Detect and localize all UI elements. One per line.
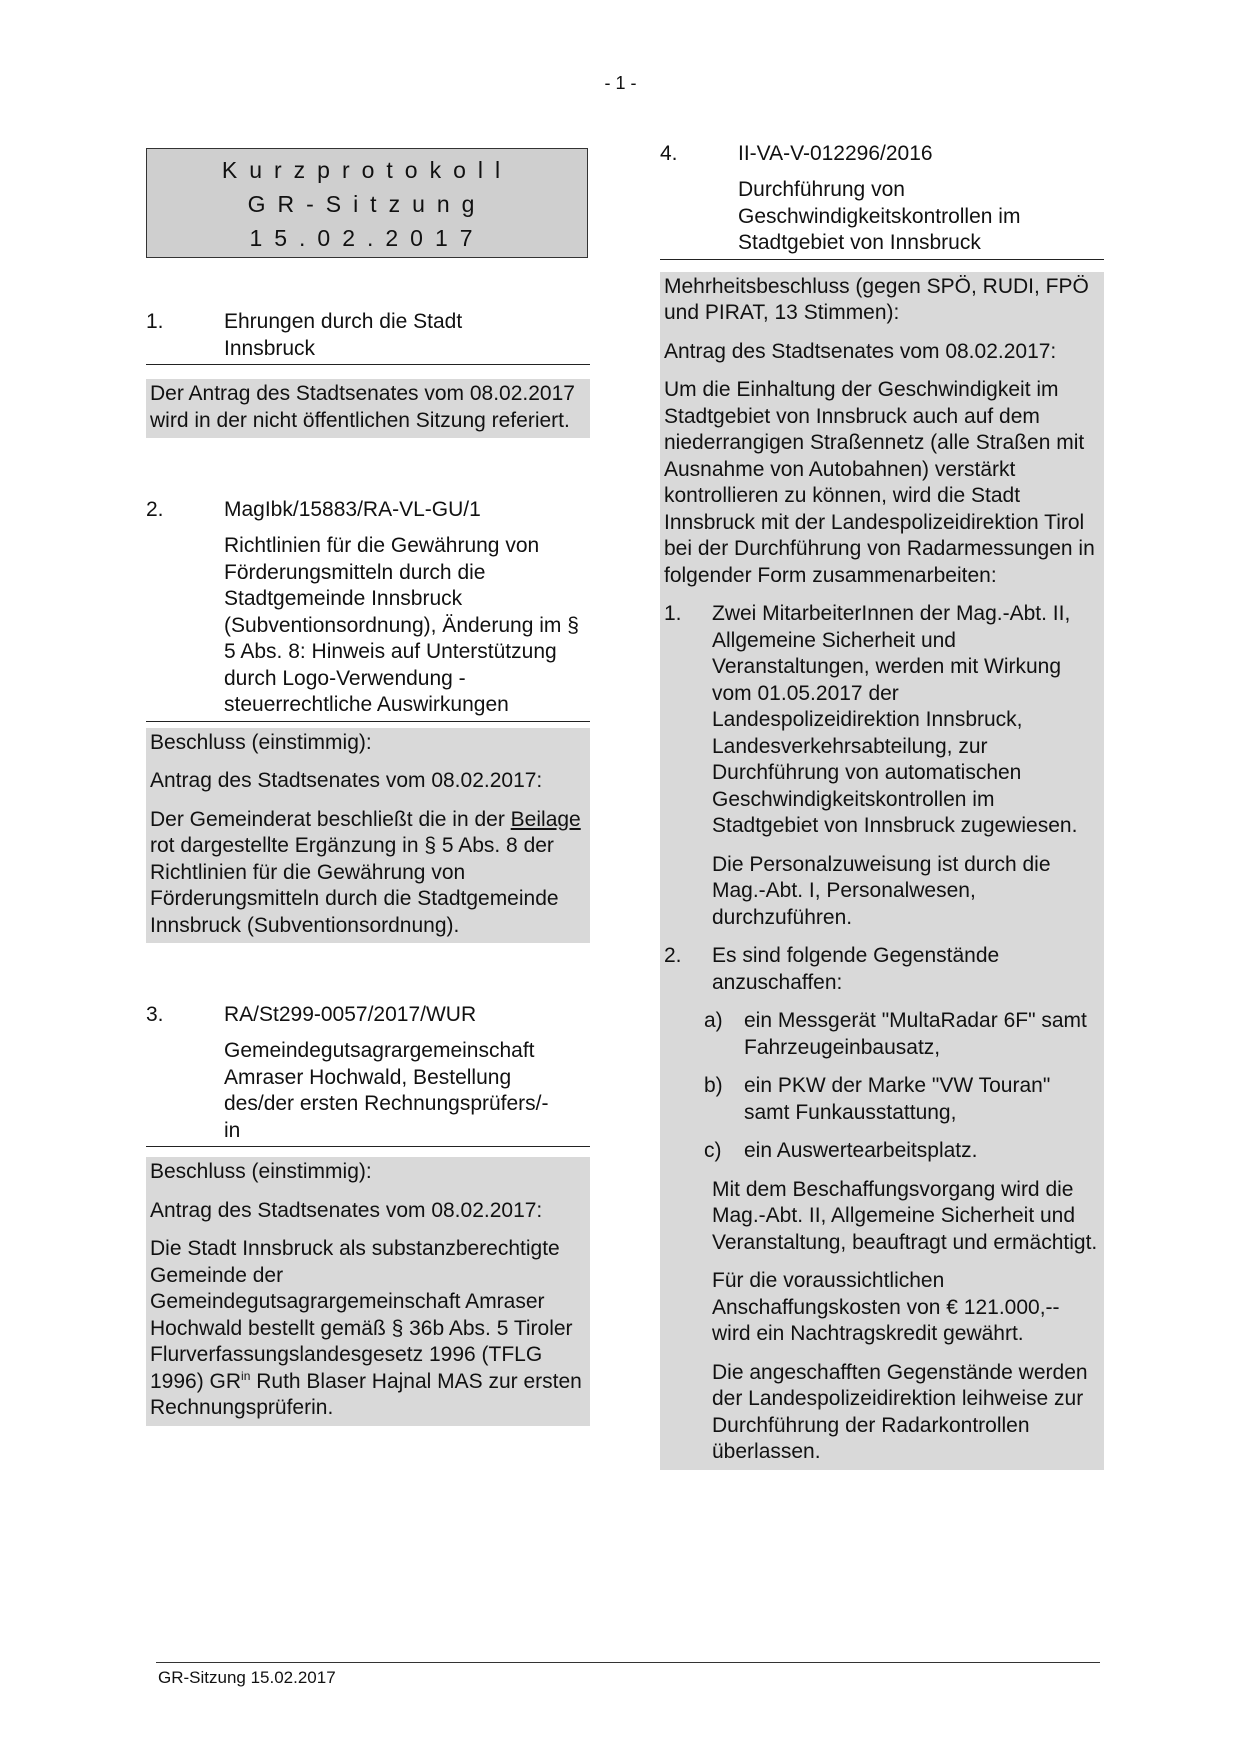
sub-list-item-c: c) ein Auswertearbeitsplatz. (704, 1139, 978, 1162)
footer-divider (156, 1662, 1100, 1663)
right-column (660, 142, 1104, 1470)
title-line-1: Kurzprotokoll (221, 157, 513, 183)
item-reference: II-VA-V-012296/2016 (738, 142, 933, 165)
agenda-item-2 (146, 496, 590, 943)
title-box (146, 148, 588, 258)
decision-text: Beschluss (einstimmig): (150, 1160, 372, 1183)
item-text: Der Antrag des Stadtsenates vom 08.02.2017 wird in der nicht öffentlichen Sitzung referiert. (150, 382, 575, 432)
item-title: Ehrungen durch die Stadt Innsbruck (224, 310, 463, 360)
page-number: - 1 - (604, 73, 637, 93)
list-item-note: Die Personalzuweisung ist durch die Mag.-Abt. I, Personalwesen, durchzuführen. (712, 852, 1051, 929)
item-body (146, 379, 590, 438)
item-reference: MagIbk/15883/RA-VL-GU/1 (224, 498, 481, 521)
item-title: Richtlinien für die Gewährung von Förderungsmitteln durch die Stadtgemeinde Innsbruck (Subventionsordnung), Änderung im § 5 Abs. 8: Hinweis auf Unterstützung durch Logo-Verwendung - steuerrechtliche Auswirkungen (224, 534, 579, 716)
title-line-2: GR-Sitzung (247, 191, 487, 217)
resolution-text: Die Stadt Innsbruck als substanzberechtigte Gemeinde der Gemeindegutsagrargemeinschaft Amraser Hochwald bestellt gemäß § 36b Abs. 5 Tiroler Flurverfassungslandesgesetz 1996 (TFLG 1996) $GR^{in}$ Ruth Blaser Hajnal MAS zur ersten Rechnungsprüferin. (150, 1237, 582, 1419)
item-body (146, 1157, 590, 1426)
decision-text: Mehrheitsbeschluss (gegen SPÖ, RUDI, FPÖ und PIRAT, 13 Stimmen): (664, 274, 1089, 324)
item-title: Durchführung von Geschwindigkeitskontrollen im Stadtgebiet von Innsbruck (738, 178, 1021, 254)
left-column (146, 148, 590, 1426)
attachment-link[interactable]: Beilage (510, 807, 581, 831)
item-number: 2. (146, 498, 164, 521)
motion-text: Antrag des Stadtsenates vom 08.02.2017: (664, 339, 1057, 363)
item-body (660, 272, 1104, 1470)
footer-text: GR-Sitzung 15.02.2017 (158, 1668, 336, 1687)
sub-list-item-a: a) ein Messgerät "MultaRadar 6F" samt Fahrzeugeinbausatz, (704, 1009, 1087, 1059)
item-reference: RA/St299-0057/2017/WUR (224, 1003, 477, 1026)
item-number: 1. (146, 310, 164, 333)
cost-note: Für die voraussichtlichen Anschaffungskosten von € 121.000,-- wird ein Nachtragskredit gewährt. (712, 1269, 1060, 1345)
resolution-text: Der Gemeinderat beschließt die in der Beilage rot dargestellte Ergänzung in § 5 Abs. 8 der Richtlinien für die Gewährung von Förderungsmitteln durch die Stadtgemeinde Innsbruck (Subventionsordnung). (150, 807, 581, 937)
decision-text: Beschluss (einstimmig): (150, 730, 372, 754)
motion-text: Antrag des Stadtsenates vom 08.02.2017: (150, 769, 543, 792)
agenda-item-4 (660, 140, 1104, 1470)
motion-text: Antrag des Stadtsenates vom 08.02.2017: (150, 1198, 543, 1222)
item-number: 3. (146, 1003, 164, 1026)
procurement-note: Mit dem Beschaffungsvorgang wird die Mag.-Abt. II, Allgemeine Sicherheit und Veranstaltung, beauftragt und ermächtigt. (712, 1177, 1098, 1254)
list-item: 2. Es sind folgende Gegenstände anzuschaffen: (664, 944, 1000, 994)
item-body (146, 728, 590, 944)
agenda-item-3 (146, 1001, 590, 1426)
loan-note: Die angeschafften Gegenstände werden der Landespolizeidirektion leihweise zur Durchführung der Radarkontrollen überlassen. (712, 1360, 1088, 1463)
list-item: 1. Zwei MitarbeiterInnen der Mag.-Abt. II, Allgemeine Sicherheit und Veranstaltungen, werden mit Wirkung vom 01.05.2017 der Landespolizeidirektion Innsbruck, Landesverkehrsabteilung, zur Durchführung von automatischen Geschwindigkeitskontrollen im Stadtgebiet von Innsbruck zugewiesen. (664, 602, 1078, 837)
item-number: 4. (660, 142, 678, 165)
item-title: Gemeindegutsagrargemeinschaft Amraser Hochwald, Bestellung des/der ersten Rechnungsprüfers/-in (224, 1039, 549, 1142)
sub-list-item-b: b) ein PKW der Marke "VW Touran" samt Funkausstattung, (704, 1074, 1051, 1124)
agenda-item-1 (146, 308, 590, 438)
intro-text: Um die Einhaltung der Geschwindigkeit im Stadtgebiet von Innsbruck auch auf dem niederrangigen Straßennetz (alle Straßen mit Ausnahme von Autobahnen) verstärkt kontrollieren zu können, wird die Stadt Innsbruck mit der Landespolizeidirektion Tirol bei der Durchführung von Radarmessungen in folgender Form zusammenarbeiten: (664, 378, 1095, 587)
title-line-3: 15.02.2017 (249, 225, 485, 251)
